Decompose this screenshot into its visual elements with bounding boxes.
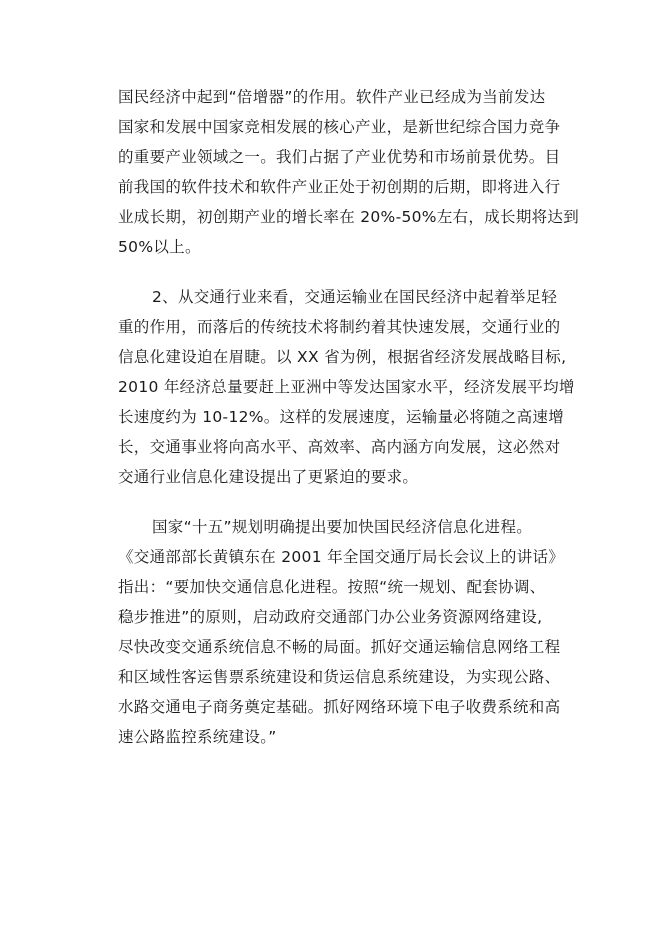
paragraph-1-line-1: 国民经济中起到“倍增器”的作用。软件产业已经成为当前发达 xyxy=(118,88,546,106)
paragraph-1-line-6: 50%以上。 xyxy=(118,238,201,256)
paragraph-3-line-3: 指出：“要加快交通信息化进程。按照“统一规划、配套协调、 xyxy=(118,578,546,596)
paragraph-2-line-4: 2010 年经济总量要赶上亚洲中等发达国家水平，经济发展平均增 xyxy=(118,378,575,396)
paragraph-3-line-5: 尽快改变交通系统信息不畅的局面。抓好交通运输信息网络工程 xyxy=(118,638,561,656)
paragraph-2-line-3: 信息化建设迫在眉睫。以 XX 省为例，根据省经济发展战略目标, xyxy=(118,348,567,366)
paragraph-2-line-1: 2、从交通行业来看，交通运输业在国民经济中起着举足轻 xyxy=(152,288,558,306)
paragraph-1-line-3: 的重要产业领域之一。我们占据了产业优势和市场前景优势。目 xyxy=(118,148,561,166)
paragraph-1-line-2: 国家和发展中国家竞相发展的核心产业，是新世纪综合国力竞争 xyxy=(118,118,561,136)
paragraph-gap xyxy=(118,262,552,282)
paragraph-2-line-2: 重的作用，而落后的传统技术将制约着其快速发展，交通行业的 xyxy=(118,318,561,336)
paragraph-1 xyxy=(118,82,580,262)
paragraph-gap xyxy=(118,492,552,512)
paragraph-3-line-7: 水路交通电子商务奠定基础。抓好网络环境下电子收费系统和高 xyxy=(118,698,561,716)
paragraph-3-line-6: 和区域性客运售票系统建设和货运信息系统建设，为实现公路、 xyxy=(118,668,561,686)
paragraph-2-line-5: 长速度约为 10-12%。这样的发展速度，运输量必将随之高速增 xyxy=(118,408,564,426)
paragraph-2-line-7: 交通行业信息化建设提出了更紧迫的要求。 xyxy=(118,468,419,486)
paragraph-3-line-2: 《交通部部长黄镇东在 2001 年全国交通厅局长会议上的讲话》 xyxy=(118,548,565,566)
paragraph-3-line-1: 国家“十五”规划明确提出要加快国民经济信息化进程。 xyxy=(152,518,533,536)
paragraph-2 xyxy=(118,282,575,492)
paragraph-1-line-4: 前我国的软件技术和软件产业正处于初创期的后期，即将进入行 xyxy=(118,178,561,196)
paragraph-3-line-8: 速公路监控系统建设。” xyxy=(118,728,277,746)
paragraph-3 xyxy=(118,512,565,752)
paragraph-2-line-6: 长，交通事业将向高水平、高效率、高内涵方向发展，这必然对 xyxy=(118,438,561,456)
paragraph-3-line-4: 稳步推进”的原则，启动政府交通部门办公业务资源网络建设, xyxy=(118,608,543,626)
paragraph-1-line-5: 业成长期，初创期产业的增长率在 20%-50%左右，成长期将达到 xyxy=(118,208,580,226)
document-page xyxy=(118,82,580,752)
